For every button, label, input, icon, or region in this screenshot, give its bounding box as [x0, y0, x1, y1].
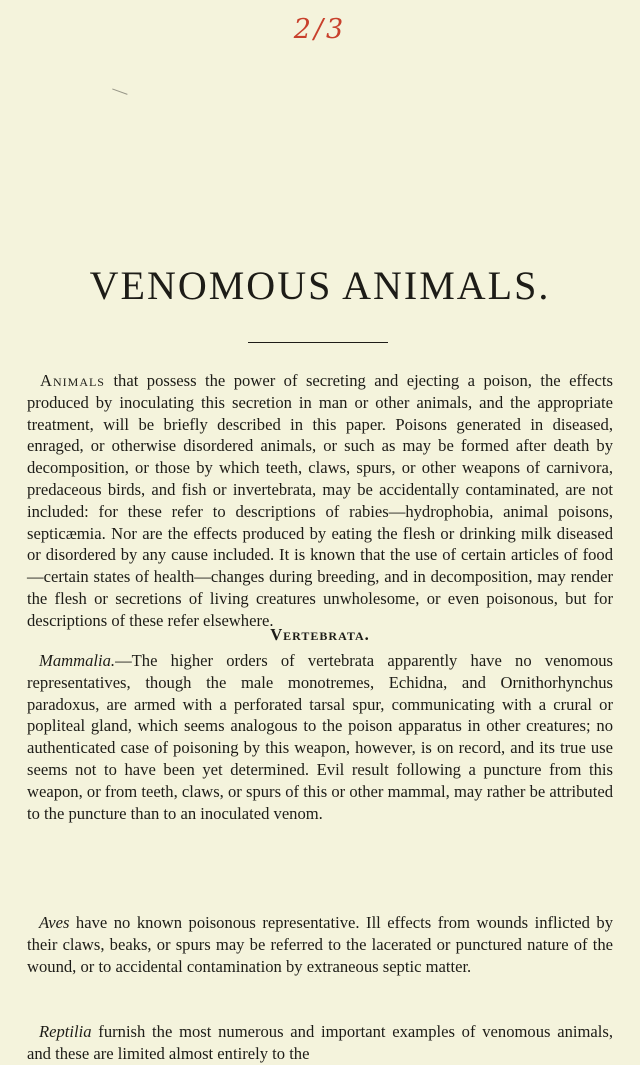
intro-paragraph — [27, 370, 613, 632]
paragraph-term: Reptilia — [39, 1022, 92, 1041]
paragraph-mammalia — [27, 650, 613, 824]
handwritten-page-number: 2/3 — [293, 14, 347, 45]
intro-text: that possess the power of secreting and ejecting a poison, the effects produced by inoculating this secretion in man or other animals, and the appropriate treatment, will be briefly described in this paper. Poisons generated in diseased, enraged, or otherwise disordered animals, or such as may be formed after death by decomposition, or those by which teeth, claws, spurs, or other weapons of carnivora, predaceous birds, and fish or invertebrata, may be accidentally contaminated, are not included: for these refer to descriptions of rabies—hydrophobia, animal poisons, septicæmia. Nor are the effects produced by eating the flesh or drinking milk diseased or disordered by any cause included. It is known that the use of certain articles of food—certain states of health—changes during breeding, and in decomposition, may render the flesh or secretions of living creatures unwholesome, or even poisonous, but for descriptions of these refer elsewhere. — [27, 371, 613, 630]
pencil-mark — [110, 88, 127, 99]
paragraph-aves — [27, 912, 613, 977]
paragraph-term: Aves — [39, 913, 70, 932]
paragraph-text: —The higher orders of vertebrata apparently have no venomous representatives, though the male monotremes, Echidna, and Ornithorhynchus paradoxus, are armed with a perforated tarsal spur, communicating with a crural or popliteal gland, which seems analogous to the poison apparatus in other creatures; no authenticated case of poisoning by this weapon, however, is on record, and its true use seems not to have been yet determined. Evil result following a puncture from this weapon, or from teeth, claws, or spurs of this or other mammal, may rather be attributed to the puncture than to an inoculated venom. — [27, 651, 613, 823]
page-title: VENOMOUS ANIMALS. — [89, 263, 551, 308]
paragraph-reptilia — [27, 1021, 613, 1065]
title-rule — [248, 342, 388, 343]
paragraph-text: furnish the most numerous and important examples of venomous animals, and these are limited almost entirely to the — [27, 1022, 613, 1063]
paragraph-text: have no known poisonous representative. Ill effects from wounds inflicted by their claws, beaks, or spurs may be referred to the lacerated or punctured nature of the wound, or to accidental contamination by extraneous septic matter. — [27, 913, 613, 976]
section-heading: Vertebrata. — [270, 625, 370, 644]
intro-lead: Animals — [40, 371, 105, 390]
paragraph-term: Mammalia. — [39, 651, 116, 670]
